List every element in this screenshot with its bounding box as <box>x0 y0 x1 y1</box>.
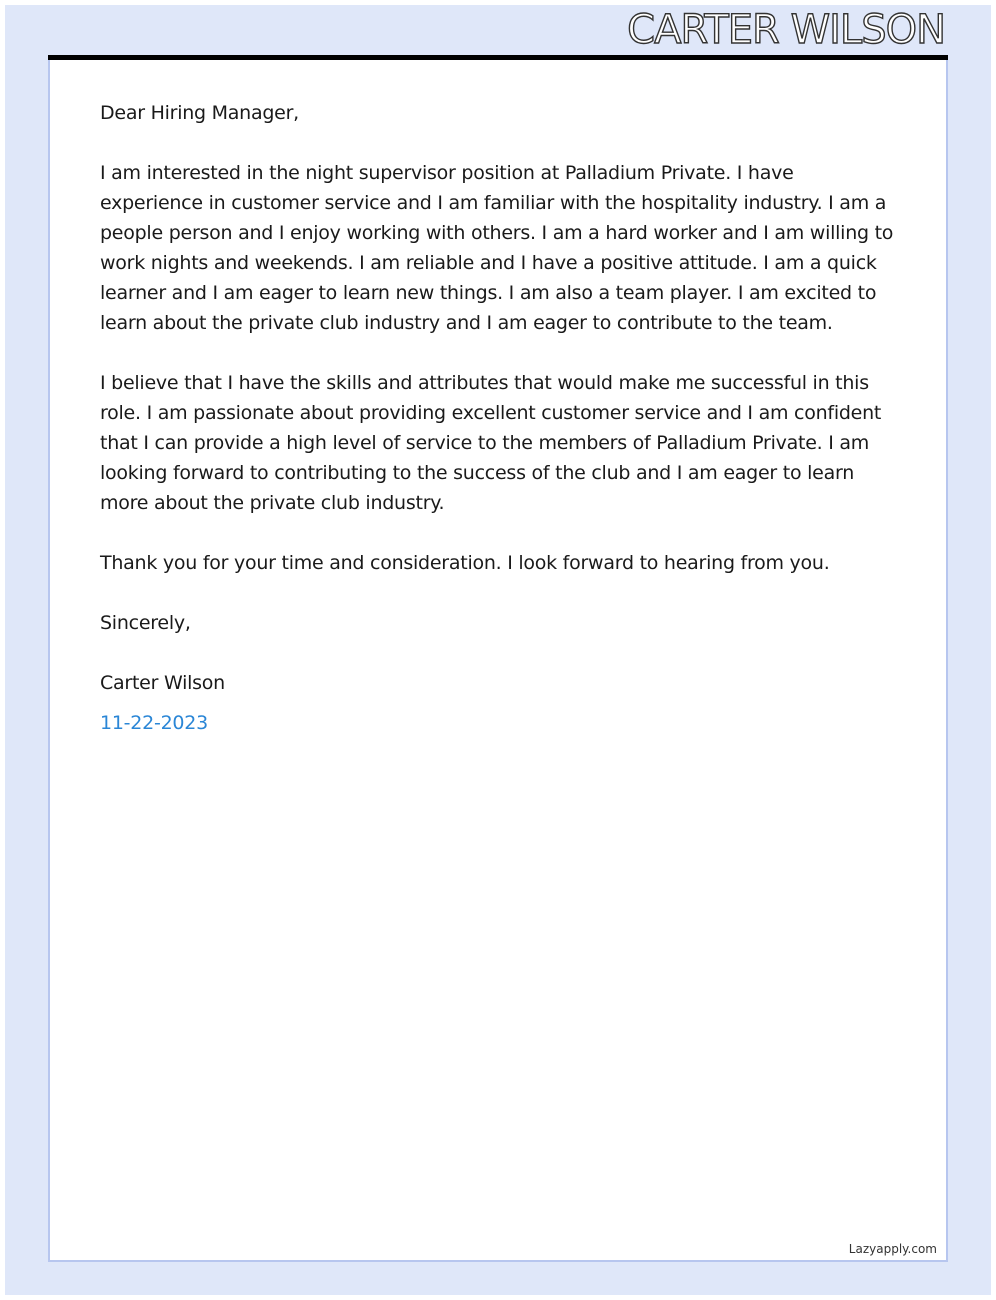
paragraph-2: I believe that I have the skills and attributes that would make me successful in this role. I am passionate about providing excellent customer service and I am confident that I can provide a high level of service to the members of Palladium Private. I am looking forward to contributing to the success of the club and I am eager to learn more about the private club industry. <box>100 372 882 514</box>
signature: Carter Wilson <box>100 672 225 694</box>
salutation: Dear Hiring Manager, <box>100 102 299 124</box>
paragraph-3: Thank you for your time and consideration. I look forward to hearing from you. <box>100 552 830 574</box>
paragraph-1: I am interested in the night supervisor position at Palladium Private. I have experience in customer service and I am familiar with the hospitality industry. I am a people person and I enjoy working with others. I am a hard worker and I am willing to work nights and weekends. I am reliable and I have a positive attitude. I am a quick learner and I am eager to learn new things. I am also a team player. I am excited to learn about the private club industry and I am eager to contribute to the team. <box>100 162 894 334</box>
watermark: Lazyapply.com <box>848 1242 937 1256</box>
letter-sheet <box>48 60 948 1262</box>
header-name: CARTER WILSON <box>627 7 945 53</box>
letter-body <box>100 98 900 768</box>
closing: Sincerely, <box>100 612 191 634</box>
letter-date: 11-22-2023 <box>100 712 208 734</box>
